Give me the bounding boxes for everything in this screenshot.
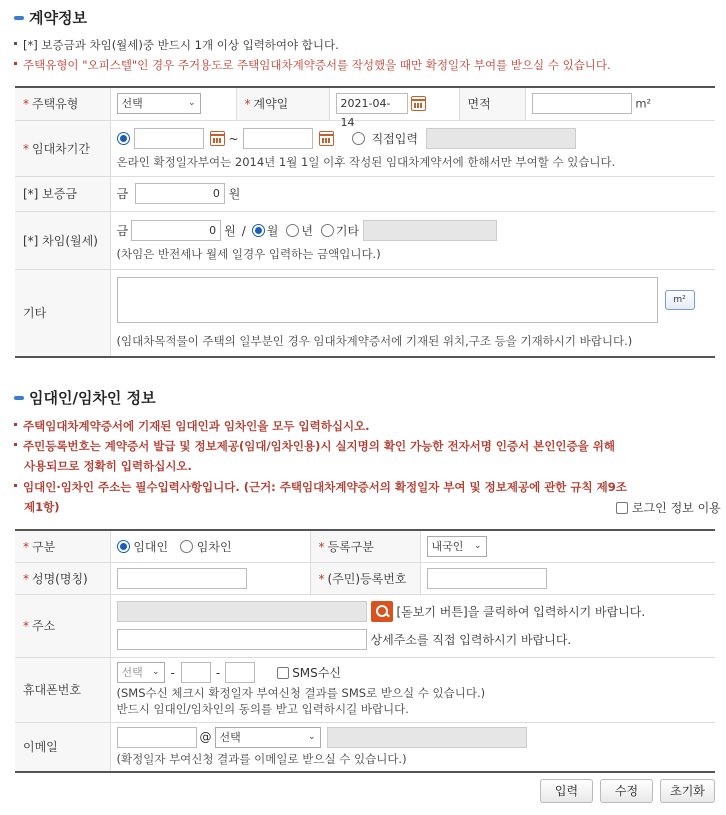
phone-note-1: (SMS수신 체크시 확정일자 부여신청 결과를 SMS로 받으실 수 있습니다.) (116, 686, 486, 700)
login-info-option[interactable] (616, 499, 721, 516)
area-label: 면적 (459, 87, 525, 120)
email-note: (확정일자 부여신청 결과를 이메일로 받으실 수 있습니다.) (116, 751, 407, 766)
login-info-checkbox[interactable] (616, 502, 628, 514)
id-number-input[interactable] (427, 568, 547, 589)
sms-checkbox[interactable] (277, 667, 289, 679)
address-detail-input[interactable] (117, 629, 367, 650)
address-input (117, 601, 367, 622)
email-label: 이메일 (15, 722, 110, 772)
contract-date-input[interactable]: 2021-04-14 (336, 93, 408, 114)
chevron-down-icon: ⌄ (187, 98, 196, 109)
chevron-down-icon: ⌄ (151, 667, 160, 677)
deposit-prefix: 금 (116, 187, 129, 201)
email-domain-select[interactable]: 선택 ⌄ (215, 727, 321, 748)
direct-input-field (426, 128, 576, 149)
period-note: 온라인 확정일자부여는 2014년 1월 1일 이후 작성된 임대차계약서에 한해서만 부여할 수 있습니다. (116, 154, 616, 169)
phone-dash: - (215, 665, 221, 680)
period-start-input[interactable] (134, 128, 204, 149)
deposit-label: [*] 보증금 (15, 176, 110, 211)
rent-unit: 원 (224, 224, 236, 238)
house-type-label: * 주택유형 (15, 87, 110, 120)
rent-monthly-label: 월 (266, 224, 279, 238)
etc-label: 기타 (15, 269, 110, 357)
deposit-unit: 원 (228, 187, 241, 201)
section-bullet-icon (14, 396, 24, 400)
search-icon[interactable] (371, 601, 393, 622)
parties-form-table (15, 529, 715, 773)
etc-note: (임대차목적물이 주택의 일부분인 경우 임대차계약증서에 기재된 위치,구조 등을 기재하시기 바랍니다.) (116, 333, 633, 348)
house-type-select[interactable]: 선택 ⌄ (117, 93, 201, 114)
area-unit-button[interactable]: m² (665, 290, 695, 310)
chevron-down-icon: ⌄ (307, 731, 316, 742)
calendar-icon[interactable] (411, 96, 426, 111)
direct-input-label: 직접입력 (371, 132, 418, 146)
login-info-label: 로그인 정보 이용 (632, 501, 721, 515)
address-label: * 주소 (15, 594, 110, 657)
lessee-radio[interactable] (180, 540, 193, 553)
rent-other-radio[interactable] (321, 224, 334, 237)
period-separator: ~ (228, 131, 239, 146)
address-detail-note: 상세주소를 직접 입력하시기 바랍니다. (370, 633, 572, 647)
name-input[interactable] (117, 568, 247, 589)
period-label: * 임대차기간 (15, 120, 110, 176)
area-unit: m² (635, 96, 652, 111)
rent-yearly-label: 년 (301, 224, 313, 238)
rent-monthly-radio[interactable] (252, 224, 265, 237)
email-domain-input (327, 727, 527, 748)
rent-other-label: 기타 (335, 224, 360, 238)
phone-middle-input[interactable] (181, 662, 211, 683)
edit-button[interactable]: 수정 (600, 779, 653, 803)
contract-title-text: 계약정보 (29, 9, 87, 27)
deposit-input[interactable]: 0 (135, 183, 225, 204)
calendar-icon[interactable] (210, 131, 225, 146)
rent-note: (차임은 반전세나 월세 일경우 입력하는 금액입니다.) (116, 246, 381, 261)
period-date-radio[interactable] (117, 132, 130, 145)
contract-date-label: * 계약일 (236, 87, 329, 120)
parties-note-2b: 사용되므로 정확히 입력하십시오. (24, 459, 192, 473)
phone-dash: - (170, 665, 175, 680)
rent-slash: / (241, 223, 246, 238)
lessor-label: 임대인 (133, 539, 169, 554)
contract-note-2: 주택유형이 "오피스텔"인 경우 주거용도로 주택임대차계약증서를 작성했을 때만 확정일자 부여를 받으실 수 있습니다. (14, 55, 611, 75)
name-label: * 성명(명칭) (15, 562, 110, 594)
party-type-label: * 구분 (15, 530, 110, 562)
rent-input[interactable]: 0 (131, 220, 221, 241)
address-note: [돋보기 버튼]을 클릭하여 입력하시기 바랍니다. (396, 605, 646, 619)
reset-button[interactable]: 초기화 (660, 779, 715, 803)
submit-button[interactable]: 입력 (540, 779, 593, 803)
phone-label: 휴대폰번호 (15, 657, 110, 722)
calendar-icon[interactable] (319, 131, 334, 146)
parties-note-2: 주민등록번호는 계약증서 발급 및 정보제공(임대/임차인용)시 실지명의 확인 가능한 전자서명 인증서 본인인증을 위해 (14, 436, 615, 456)
phone-note-2: 반드시 임대인/임차인의 동의를 받고 입력하시길 바랍니다. (116, 702, 409, 716)
contract-section-title (14, 7, 87, 28)
rent-prefix: 금 (116, 224, 129, 238)
contract-form-table (15, 86, 715, 358)
lessor-radio[interactable] (117, 540, 130, 553)
rent-other-input (363, 220, 497, 241)
sms-label: SMS수신 (292, 666, 341, 680)
contract-note-1: [*] 보증금과 차임(월세)중 반드시 1개 이상 입력하여야 합니다. (14, 35, 339, 55)
parties-section-title (14, 387, 156, 408)
period-end-input[interactable] (243, 128, 313, 149)
parties-title-text: 임대인/임차인 정보 (29, 389, 156, 407)
phone-prefix-select[interactable]: 선택 ⌄ (117, 662, 165, 683)
parties-note-3b: 제1항) (24, 500, 60, 514)
email-id-input[interactable] (117, 727, 197, 748)
chevron-down-icon: ⌄ (473, 540, 482, 551)
parties-note-1: 주택임대차계약증서에 기재된 임대인과 임차인을 모두 입력하십시오. (14, 416, 370, 436)
direct-input-radio[interactable] (352, 132, 365, 145)
etc-textarea[interactable] (117, 277, 658, 323)
reg-type-label: * 등록구분 (310, 530, 420, 562)
email-at: @ (199, 730, 212, 745)
reg-type-select[interactable]: 내국인 ⌄ (427, 536, 487, 557)
phone-last-input[interactable] (225, 662, 255, 683)
rent-label: [*] 차임(월세) (15, 211, 110, 269)
parties-note-3: 임대인·임차인 주소는 필수입력사항입니다. (근거: 주택임대차계약증서의 확정일자 부여 및 정보제공에 관한 규칙 제9조 (14, 477, 627, 497)
area-input[interactable] (532, 93, 632, 114)
section-bullet-icon (14, 16, 24, 20)
id-number-label: * (주민)등록번호 (310, 562, 420, 594)
rent-yearly-radio[interactable] (286, 224, 299, 237)
lessee-label: 임차인 (196, 539, 232, 554)
